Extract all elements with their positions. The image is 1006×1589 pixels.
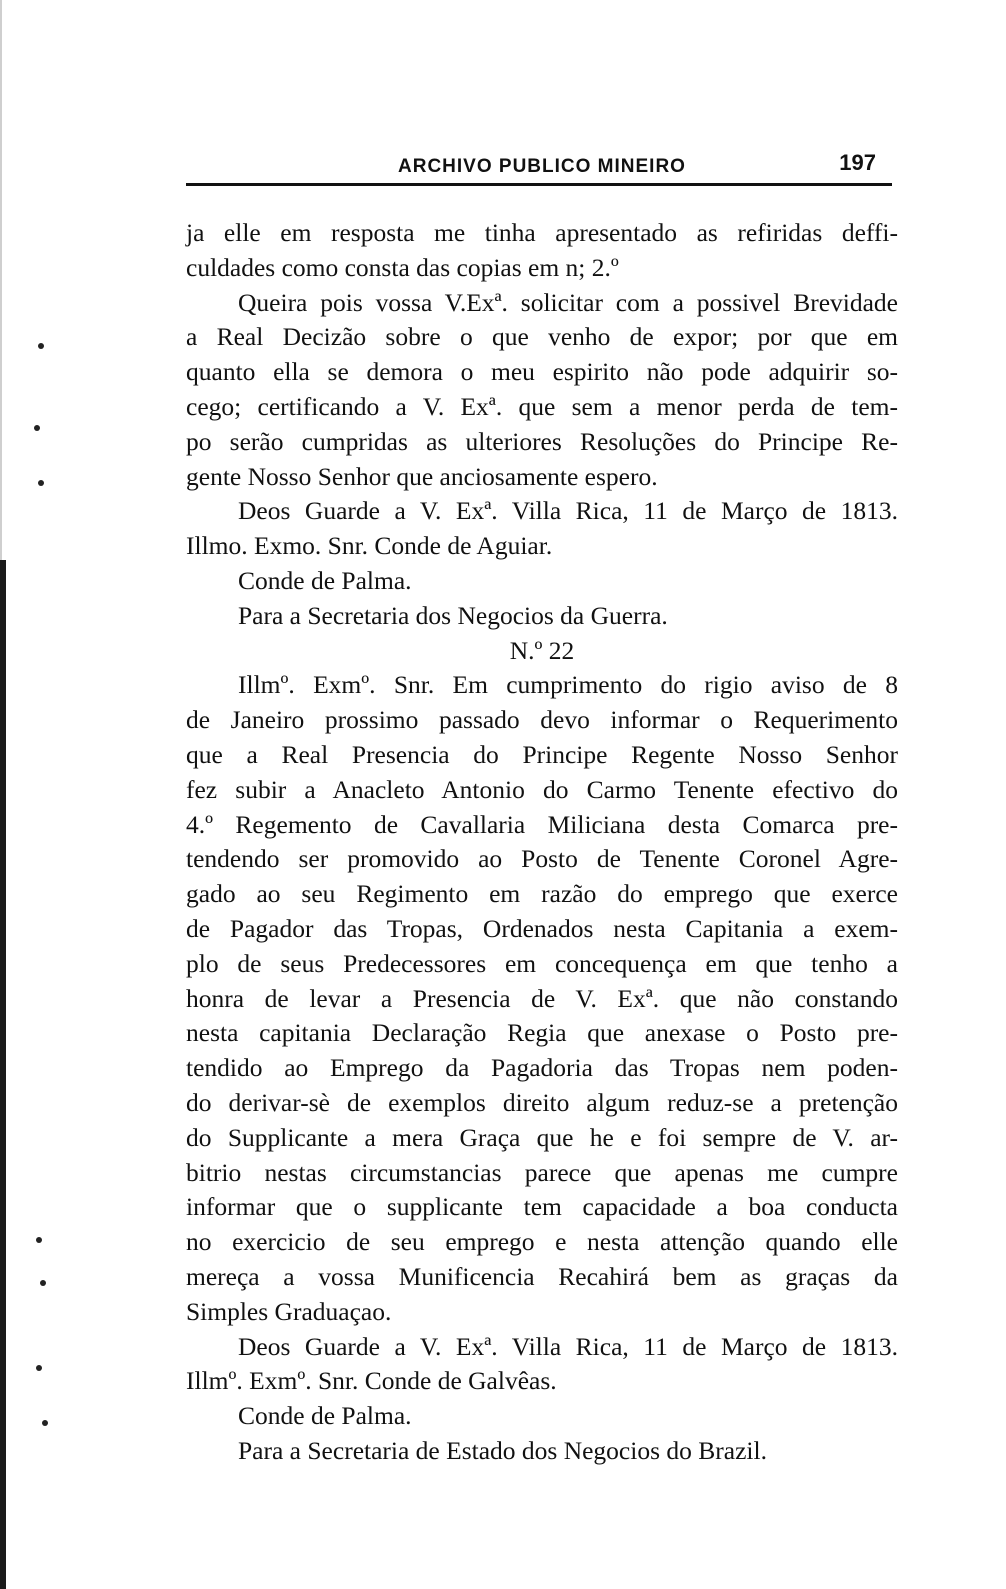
ink-speck — [40, 1280, 46, 1286]
text-line: gado ao seu Regimento em razão do emprego que exerce — [186, 879, 898, 909]
text-line: po serão cumpridas as ulteriores Resoluções do Principe Re- — [186, 426, 898, 456]
text-line: culdades como consta das copias em n; 2.º — [186, 252, 619, 282]
document-number: N.º 22 — [509, 635, 575, 665]
text-line: bitrio nestas circumstancias parece que apenas me cumpre — [186, 1157, 898, 1187]
ink-speck — [34, 425, 40, 431]
text-line: do Supplicante a mera Graça que he e foi sempre de V. ar- — [186, 1122, 898, 1152]
header-rule — [186, 183, 892, 186]
signature: Conde de Palma. — [238, 565, 412, 595]
closing-formula: Deos Guarde a V. Exª. Villa Rica, 11 de Março de 1813. — [238, 1331, 898, 1361]
page-number: 197 — [839, 150, 876, 175]
text-line: cego; certificando a V. Exª. que sem a menor perda de tem- — [186, 391, 898, 421]
text-line: de Pagador das Tropas, Ordenados nesta Capitania a exem- — [186, 913, 898, 943]
text-line: honra de levar a Presencia de V. Exª. que não constando — [186, 983, 898, 1013]
text-line: tendendo ser promovido ao Posto de Tenente Coronel Agre- — [186, 844, 898, 874]
addressee-line: Illmº. Exmº. Snr. Conde de Galvêas. — [186, 1366, 557, 1396]
text-line: tendido ao Emprego da Pagadoria das Tropas nem poden- — [186, 1053, 898, 1083]
closing-formula: Deos Guarde a V. Exª. Villa Rica, 11 de Março de 1813. — [238, 496, 898, 526]
text-line: do derivar-sè de exemplos direito algum reduz-se a pretenção — [186, 1087, 898, 1117]
text-line: que a Real Presencia do Principe Regente Nosso Senhor — [186, 739, 898, 769]
running-title: ARCHIVO PUBLICO MINEIRO — [398, 156, 686, 177]
text-line: fez subir a Anacleto Antonio do Carmo Tenente efectivo do — [186, 774, 898, 804]
text-line: no exercicio de seu emprego e nesta attenção quando elle — [186, 1227, 898, 1257]
text-line: plo de seus Predecessores em concequença em que tenho a — [186, 948, 898, 978]
signature: Conde de Palma. — [238, 1401, 412, 1431]
text-line: informar que o supplicante tem capacidade a boa conducta — [186, 1192, 898, 1222]
destination-line: Para a Secretaria dos Negocios da Guerra. — [238, 600, 668, 630]
addressee-line: Illmo. Exmo. Snr. Conde de Aguiar. — [186, 531, 553, 561]
text-line: de Janeiro prossimo passado devo informar o Requerimento — [186, 705, 898, 735]
ink-speck — [42, 1420, 48, 1426]
text-line: nesta capitania Declaração Regia que anexase o Posto pre- — [186, 1018, 898, 1048]
destination-line: Para a Secretaria de Estado dos Negocios do Brazil. — [238, 1435, 767, 1465]
ink-speck — [36, 1237, 42, 1243]
text-line: quanto ella se demora o meu espirito não pode adquirir so- — [186, 357, 898, 387]
text-line: mereça a vossa Munificencia Recahirá bem as graças da — [186, 1261, 898, 1291]
body-text — [186, 216, 898, 1469]
ink-speck — [36, 1365, 42, 1371]
binding-edge — [0, 560, 6, 1589]
text-line: Queira pois vossa V.Exª. solicitar com a possivel Brevidade — [238, 287, 898, 317]
text-line: Simples Graduaçao. — [186, 1296, 392, 1326]
binding-edge-shadow — [0, 0, 2, 560]
ink-speck — [38, 343, 44, 349]
text-line: 4.º Regemento de Cavallaria Miliciana desta Comarca pre- — [186, 809, 898, 839]
text-line: Illmº. Exmº. Snr. Em cumprimento do rigio aviso de 8 — [238, 670, 898, 700]
ink-speck — [38, 480, 44, 486]
page-header — [186, 150, 892, 186]
text-line: gente Nosso Senhor que anciosamente espero. — [186, 461, 658, 491]
text-line: ja elle em resposta me tinha apresentado as refiridas deffi- — [186, 218, 898, 247]
text-line: a Real Decizão sobre o que venho de expor; por que em — [186, 322, 898, 352]
